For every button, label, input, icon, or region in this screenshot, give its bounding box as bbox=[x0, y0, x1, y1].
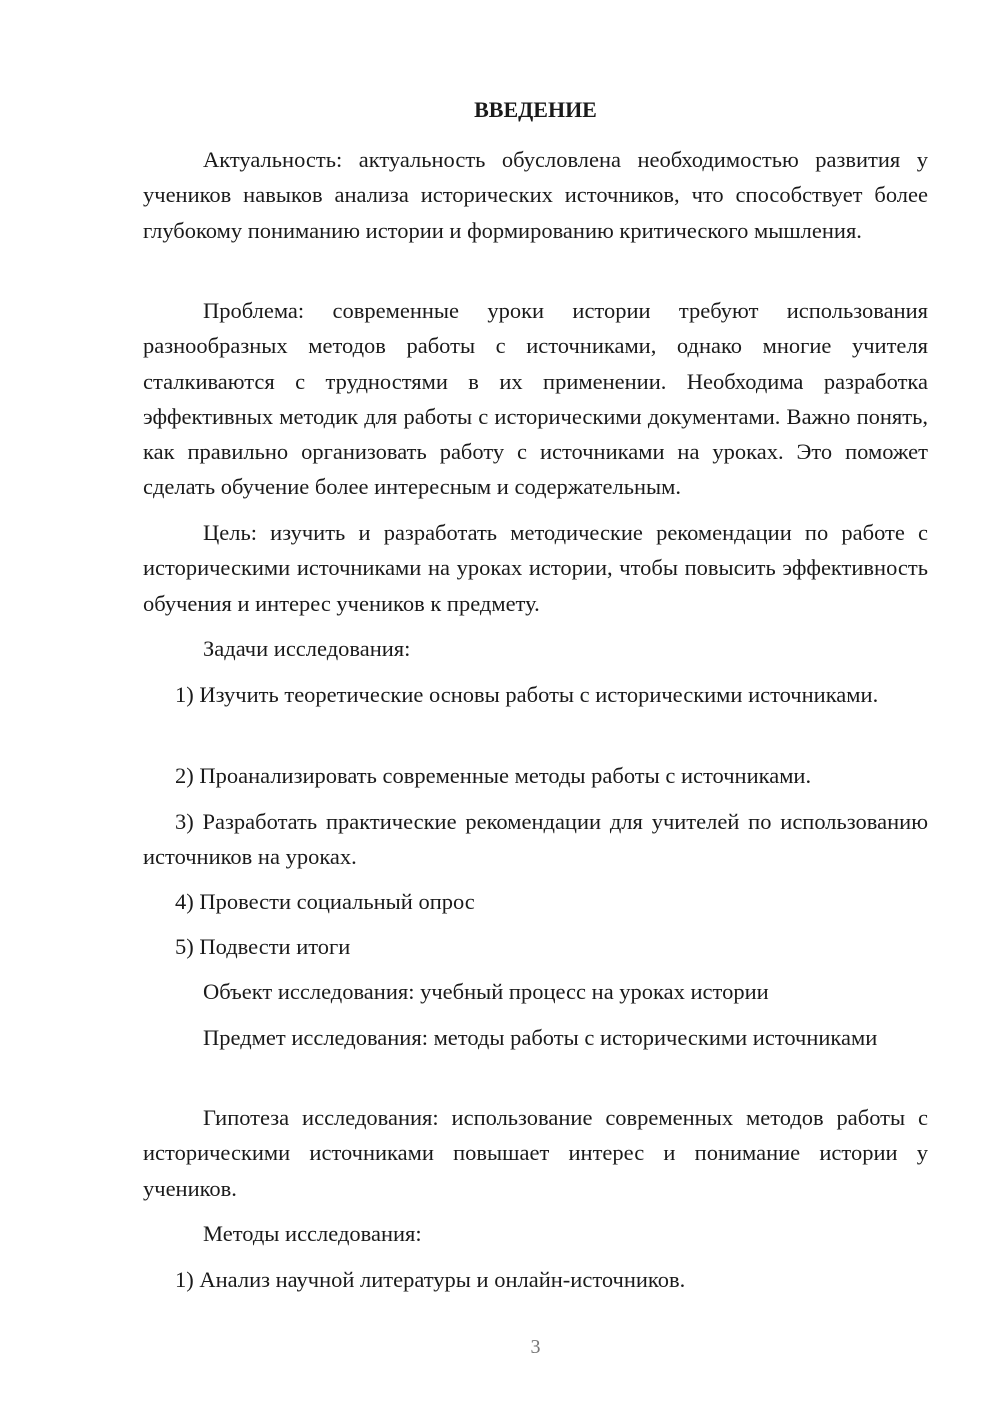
task-item-2: 2) Проанализировать современные методы работы с источниками. bbox=[175, 763, 812, 788]
paragraph-tasks-heading: Задачи исследования: bbox=[203, 636, 411, 661]
paragraph-subject: Предмет исследования: методы работы с историческими источниками bbox=[203, 1025, 878, 1050]
document-page bbox=[143, 0, 928, 1414]
task-item-3: 3) Разработать практические рекомендации для учителей по использованию источников на уроках. bbox=[143, 809, 928, 870]
task-item-4: 4) Провести социальный опрос bbox=[175, 889, 475, 914]
task-item-1: 1) Изучить теоретические основы работы с историческими источниками. bbox=[175, 682, 879, 707]
page-number: 3 bbox=[530, 1336, 541, 1358]
paragraph-object: Объект исследования: учебный процесс на уроках истории bbox=[203, 979, 769, 1004]
task-item-5: 5) Подвести итоги bbox=[175, 934, 351, 959]
page-title: ВВЕДЕНИЕ bbox=[474, 97, 597, 122]
paragraph-relevance: Актуальность: актуальность обусловлена необходимостью развития у учеников навыков анализа исторических источников, что способствует более глубокому пониманию истории и формированию критического мышления. bbox=[143, 147, 928, 243]
paragraph-problem: Проблема: современные уроки истории требуют использования разнообразных методов работы с источниками, однако многие учителя сталкиваются с трудностями в их применении. Необходима разработка эффективных методик для работы с историческими документами. Важно понять, как правильно организовать работу с источниками на уроках. Это поможет сделать обучение более интересным и содержательным. bbox=[143, 298, 928, 500]
paragraph-methods-heading: Методы исследования: bbox=[203, 1221, 422, 1246]
paragraph-goal: Цель: изучить и разработать методические рекомендации по работе с историческими источниками на уроках истории, чтобы повысить эффективность обучения и интерес учеников к предмету. bbox=[143, 520, 928, 616]
method-item-1: 1) Анализ научной литературы и онлайн-источников. bbox=[175, 1267, 686, 1292]
paragraph-hypothesis: Гипотеза исследования: использование современных методов работы с историческими источниками повышает интерес и понимание истории у учеников. bbox=[143, 1105, 928, 1201]
